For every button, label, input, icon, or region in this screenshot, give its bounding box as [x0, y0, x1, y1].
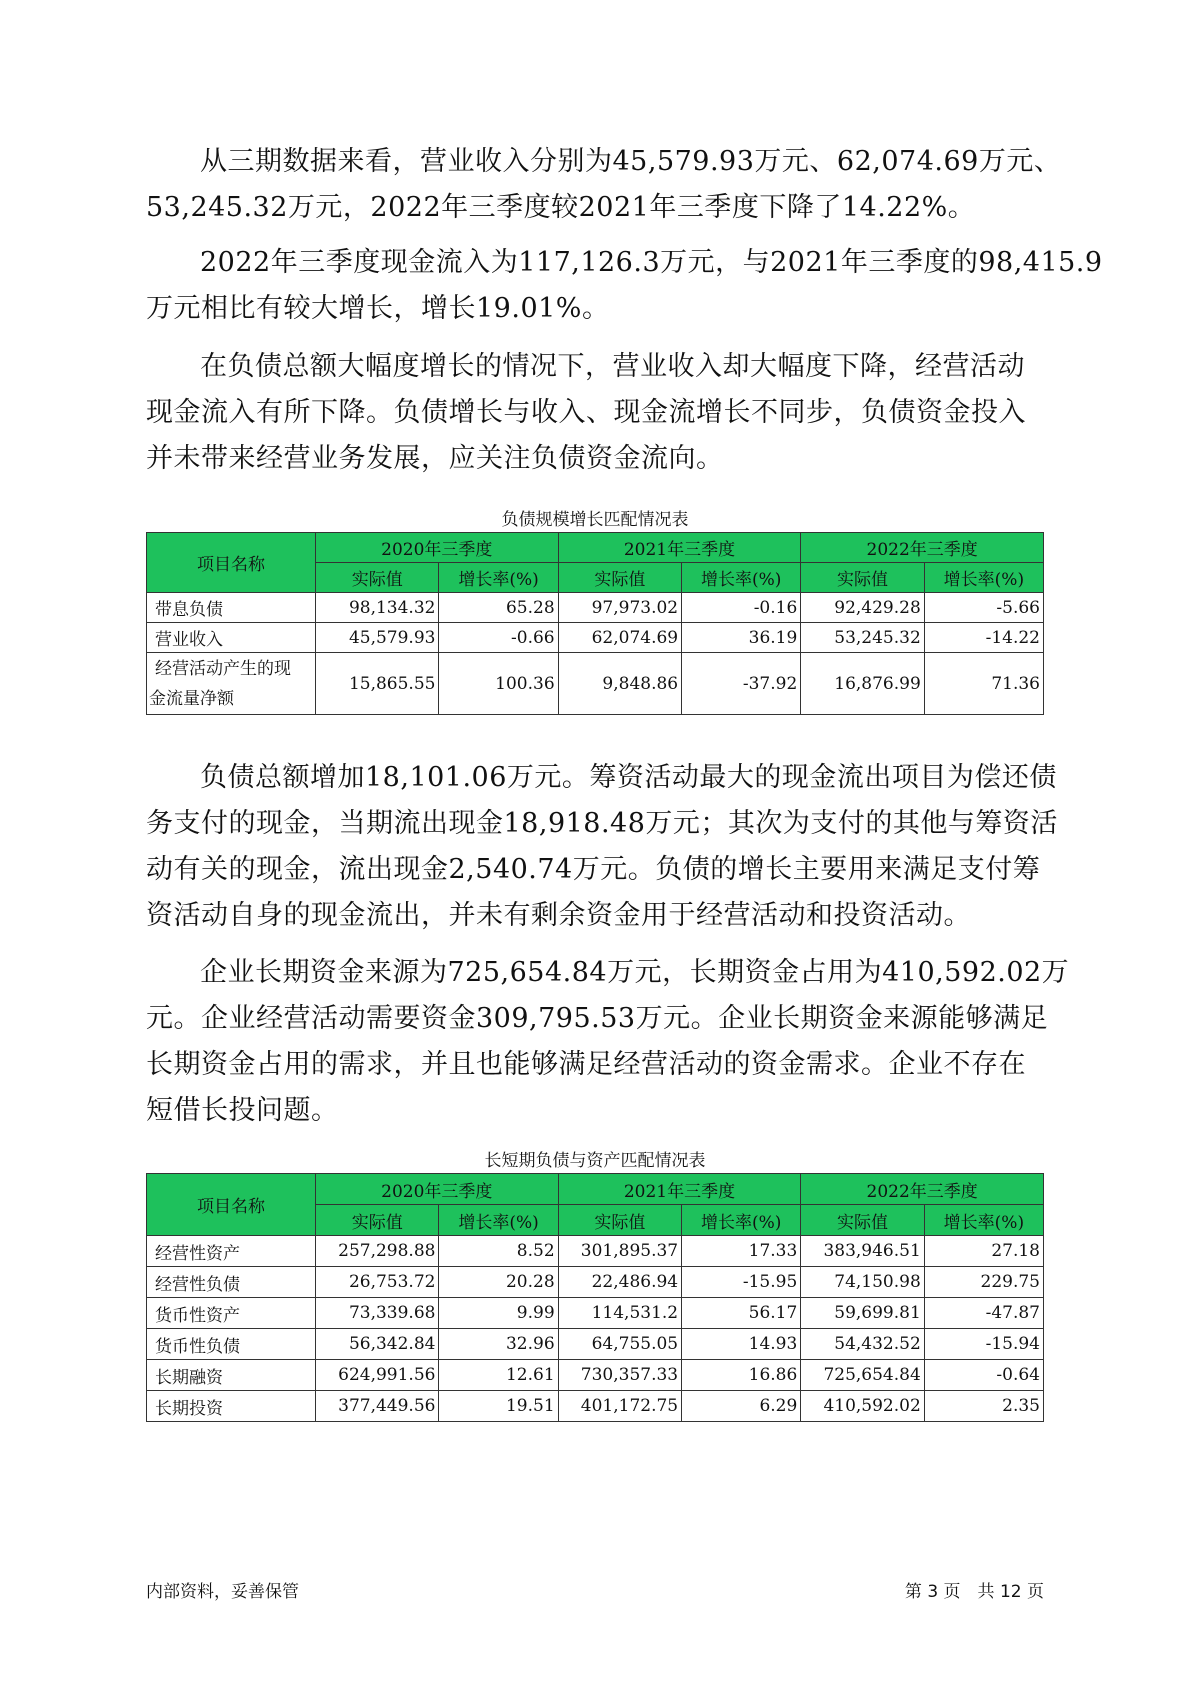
cell: 9.99	[439, 1298, 558, 1329]
table-row	[147, 1391, 1044, 1422]
row-name: 带息负债	[147, 593, 316, 623]
cell: 17.33	[682, 1236, 801, 1267]
table-row	[147, 653, 1044, 715]
period-header: 2020年三季度	[315, 533, 558, 563]
cell: 65.28	[439, 593, 558, 623]
cell: 73,339.68	[315, 1298, 438, 1329]
cell: 301,895.37	[558, 1236, 681, 1267]
row-name: 经营性负债	[147, 1267, 316, 1298]
table-row	[147, 1267, 1044, 1298]
cell: 54,432.52	[801, 1329, 924, 1360]
cell: 98,134.32	[315, 593, 438, 623]
paragraph-line: 万元相比有较大增长，增长19.01%。	[146, 293, 610, 324]
cell: 56,342.84	[315, 1329, 438, 1360]
growth-rate-header: 增长率(%)	[924, 1205, 1043, 1236]
paragraph-line: 企业长期资金来源为725,654.84万元，长期资金占用为410,592.02万	[200, 957, 1070, 988]
cell: -14.22	[924, 623, 1043, 653]
row-name: 营业收入	[147, 623, 316, 653]
row-name: 长期投资	[147, 1391, 316, 1422]
paragraph-line: 并未带来经营业务发展，应关注负债资金流向。	[146, 443, 724, 474]
paragraph-line: 从三期数据来看，营业收入分别为45,579.93万元、62,074.69万元、	[200, 146, 1062, 177]
cell: 27.18	[924, 1236, 1043, 1267]
cell: 2.35	[924, 1391, 1043, 1422]
cell: 8.52	[439, 1236, 558, 1267]
cell: 20.28	[439, 1267, 558, 1298]
cell: 383,946.51	[801, 1236, 924, 1267]
paragraph-cash-inflow	[146, 240, 1103, 332]
cell: 725,654.84	[801, 1360, 924, 1391]
table-row	[147, 1236, 1044, 1267]
actual-value-header: 实际值	[315, 563, 438, 593]
cell: -37.92	[682, 653, 801, 715]
cell: 62,074.69	[558, 623, 681, 653]
growth-rate-header: 增长率(%)	[924, 563, 1043, 593]
cell: 53,245.32	[801, 623, 924, 653]
footer-page-number: 第 3 页 共 12 页	[904, 1582, 1044, 1602]
cell: 377,449.56	[315, 1391, 438, 1422]
paragraph-line: 负债总额增加18,101.06万元。筹资活动最大的现金流出项目为偿还债	[200, 762, 1057, 793]
cell: -0.64	[924, 1360, 1043, 1391]
cell: 26,753.72	[315, 1267, 438, 1298]
cell: -15.94	[924, 1329, 1043, 1360]
footer-confidential-note: 内部资料，妥善保管	[146, 1582, 299, 1602]
period-header: 2021年三季度	[558, 533, 801, 563]
debt-growth-table	[146, 532, 1044, 715]
paragraph-line: 在负债总额大幅度增长的情况下，营业收入却大幅度下降，经营活动	[200, 351, 1025, 382]
asset-liability-match-table	[146, 1173, 1044, 1422]
cell: 14.93	[682, 1329, 801, 1360]
paragraph-revenue	[146, 139, 1062, 231]
cell: 74,150.98	[801, 1267, 924, 1298]
actual-value-header: 实际值	[315, 1205, 438, 1236]
cell: 59,699.81	[801, 1298, 924, 1329]
cell: 45,579.93	[315, 623, 438, 653]
paragraph-line: 元。企业经营活动需要资金309,795.53万元。企业长期资金来源能够满足	[146, 1003, 1049, 1034]
row-name: 货币性负债	[147, 1329, 316, 1360]
period-header: 2022年三季度	[801, 533, 1044, 563]
cell: -5.66	[924, 593, 1043, 623]
paragraph-line: 资活动自身的现金流出，并未有剩余资金用于经营活动和投资活动。	[146, 900, 971, 931]
growth-rate-header: 增长率(%)	[439, 563, 558, 593]
row-name-line: 金流量净额	[149, 688, 234, 709]
period-header: 2020年三季度	[315, 1174, 558, 1205]
cell: 9,848.86	[558, 653, 681, 715]
table-row	[147, 1360, 1044, 1391]
paragraph-line: 53,245.32万元，2022年三季度较2021年三季度下降了14.22%。	[146, 192, 976, 223]
cell: 64,755.05	[558, 1329, 681, 1360]
cell: 114,531.2	[558, 1298, 681, 1329]
item-name-header: 项目名称	[147, 533, 316, 593]
paragraph-line: 2022年三季度现金流入为117,126.3万元，与2021年三季度的98,415.9	[200, 247, 1103, 278]
cell: 92,429.28	[801, 593, 924, 623]
paragraph-line: 务支付的现金，当期流出现金18,918.48万元；其次为支付的其他与筹资活	[146, 808, 1058, 839]
row-name	[147, 653, 316, 715]
table1-caption: 负债规模增长匹配情况表	[501, 510, 689, 530]
cell: 56.17	[682, 1298, 801, 1329]
cell: 22,486.94	[558, 1267, 681, 1298]
actual-value-header: 实际值	[801, 563, 924, 593]
paragraph-line: 动有关的现金，流出现金2,540.74万元。负债的增长主要用来满足支付筹	[146, 854, 1041, 885]
cell: 12.61	[439, 1360, 558, 1391]
cell: -0.16	[682, 593, 801, 623]
paragraph-line: 短借长投问题。	[146, 1095, 339, 1126]
table-row	[147, 593, 1044, 623]
cell: 257,298.88	[315, 1236, 438, 1267]
paragraph-debt-use	[146, 755, 1058, 939]
cell: 36.19	[682, 623, 801, 653]
cell: 97,973.02	[558, 593, 681, 623]
table2-caption: 长短期负债与资产匹配情况表	[484, 1151, 706, 1171]
row-name: 长期融资	[147, 1360, 316, 1391]
period-header: 2022年三季度	[801, 1174, 1044, 1205]
growth-rate-header: 增长率(%)	[439, 1205, 558, 1236]
cell: -47.87	[924, 1298, 1043, 1329]
period-header: 2021年三季度	[558, 1174, 801, 1205]
row-name-line: 经营活动产生的现	[155, 658, 291, 679]
cell: 100.36	[439, 653, 558, 715]
paragraph-line: 现金流入有所下降。负债增长与收入、现金流增长不同步，负债资金投入	[146, 397, 1026, 428]
paragraph-long-term-funds	[146, 950, 1070, 1134]
cell: 16,876.99	[801, 653, 924, 715]
cell: -0.66	[439, 623, 558, 653]
actual-value-header: 实际值	[558, 1205, 681, 1236]
cell: 6.29	[682, 1391, 801, 1422]
item-name-header: 项目名称	[147, 1174, 316, 1236]
actual-value-header: 实际值	[558, 563, 681, 593]
cell: 19.51	[439, 1391, 558, 1422]
cell: 32.96	[439, 1329, 558, 1360]
cell: 15,865.55	[315, 653, 438, 715]
cell: 401,172.75	[558, 1391, 681, 1422]
cell: 16.86	[682, 1360, 801, 1391]
cell: 410,592.02	[801, 1391, 924, 1422]
row-name: 经营性资产	[147, 1236, 316, 1267]
actual-value-header: 实际值	[801, 1205, 924, 1236]
cell: 71.36	[924, 653, 1043, 715]
cell: 730,357.33	[558, 1360, 681, 1391]
cell: 624,991.56	[315, 1360, 438, 1391]
table-row	[147, 1298, 1044, 1329]
growth-rate-header: 增长率(%)	[682, 1205, 801, 1236]
table-row	[147, 1329, 1044, 1360]
cell: 229.75	[924, 1267, 1043, 1298]
growth-rate-header: 增长率(%)	[682, 563, 801, 593]
table-row	[147, 623, 1044, 653]
paragraph-line: 长期资金占用的需求，并且也能够满足经营活动的资金需求。企业不存在	[146, 1049, 1026, 1080]
paragraph-debt-analysis	[146, 344, 1046, 482]
row-name: 货币性资产	[147, 1298, 316, 1329]
cell: -15.95	[682, 1267, 801, 1298]
